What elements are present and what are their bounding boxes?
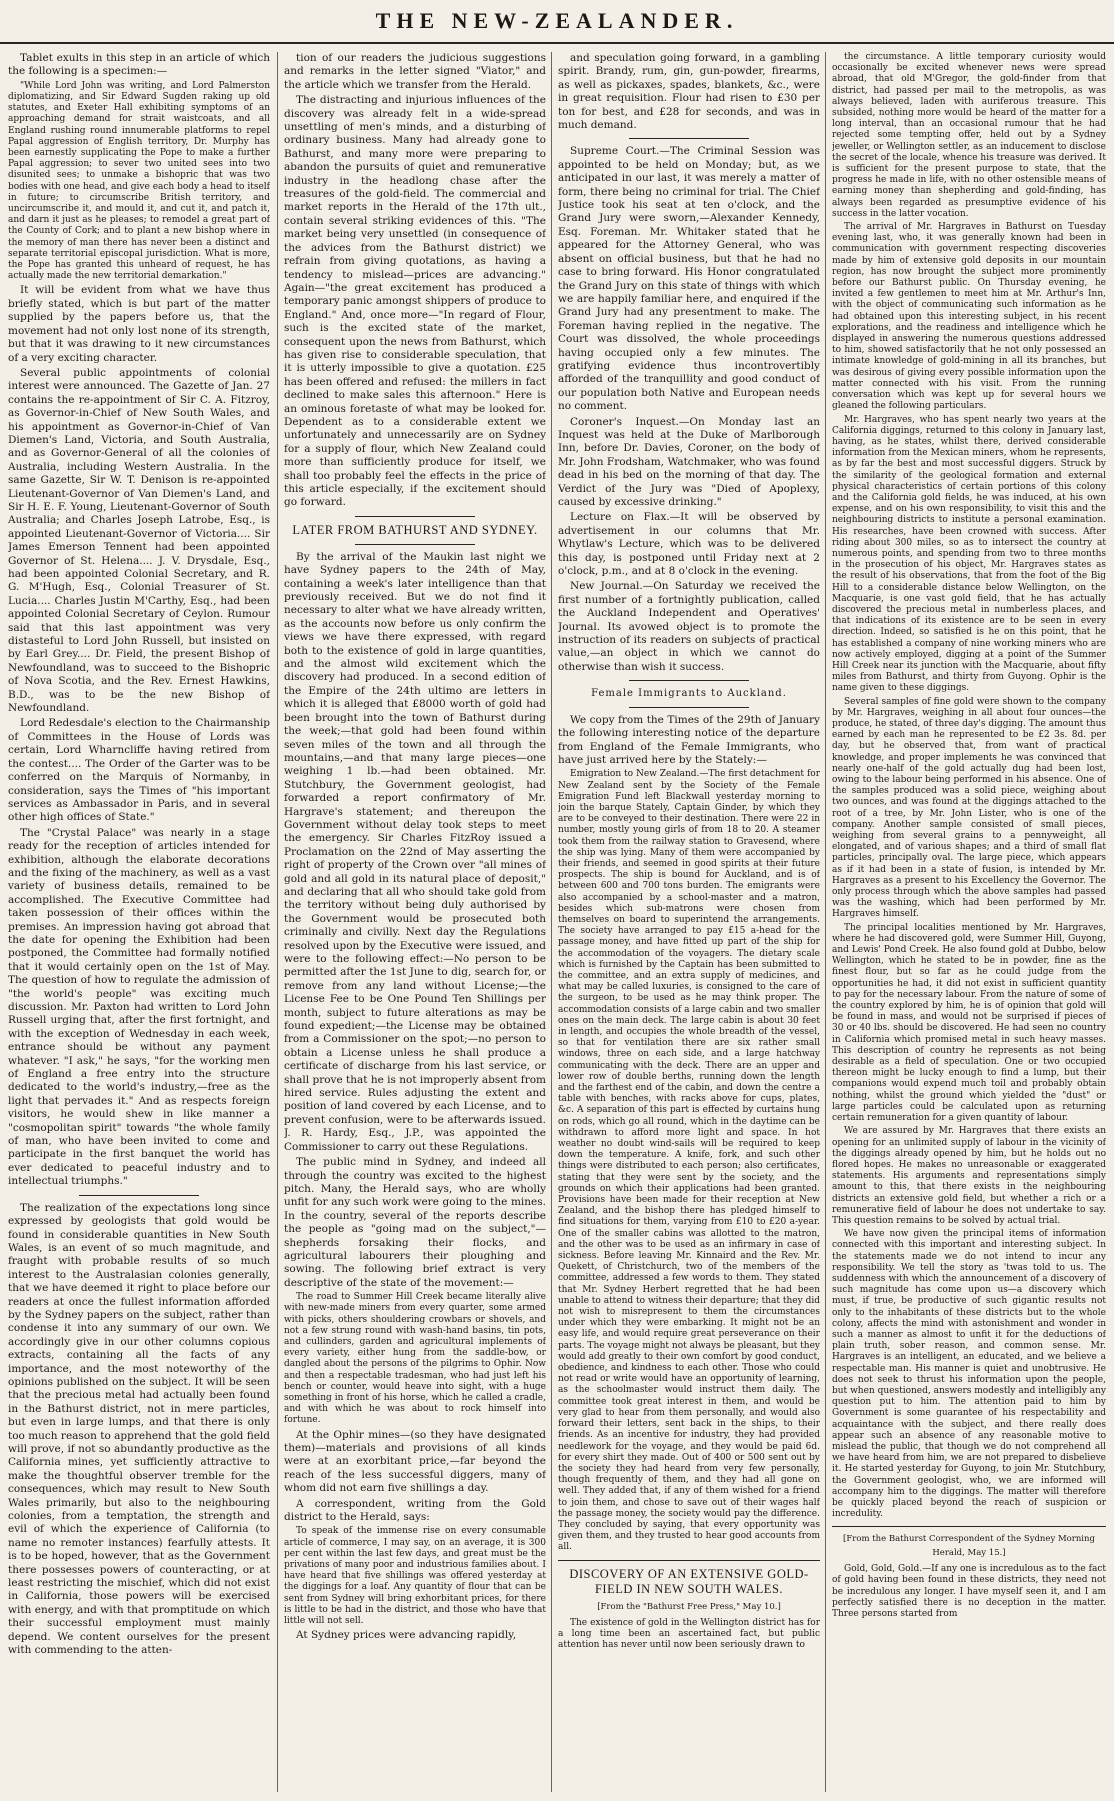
- column-3: [558, 52, 820, 1792]
- paragraph: The arrival of Mr. Hargraves in Bathurst on Tuesday evening last, who, it was generally known had been in communication with government respecting discoveries made by him of extensive gold deposits in our mountain region, has now brought the subject more prominently before our Bathurst public. On Thursday evening, he invited a few gentlemen to meet him at Mr. Arthur's Inn, with the object of communicating such information as he had obtained upon this interesting subject, in his recent explorations, and the readiness and intelligence which he displayed in answering the numerous questions addressed to him, showed satisfactorily that he not only possessed an intimate knowledge of gold-mining in all its branches, but was desirous of giving every possible information upon the matter connected with his visit. From the running conversation which was kept up for several hours we gleaned the following particulars.: [832, 222, 1106, 412]
- masthead: THE NEW-ZEALANDER.: [375, 8, 739, 33]
- paragraph: Several public appointments of colonial interest were announced. The Gazette of Jan. 27 contains the re-appointment of Sir C. A. Fitzroy, as Governor-in-Chief of New South Wales, and his appointment as Governor-in-Chief of Van Diemen's Land, Victoria, and South Australia, and as Governor-General of all the colonies of Australia, including Western Australia. In the same Gazette, Sir W. T. Denison is re-appointed Lieutenant-Governor of Van Diemen's Land, and Sir H. E. F. Young, Lieutenant-Governor of South Australia; and Charles Joseph Latrobe, Esq., is appointed Lieutenant-Governor of Victoria.... Sir James Emerson Tennent had been appointed Governor of St. Helena.... J. V. Drysdale, Esq., had been appointed Colonial Secretary, and R. G. M'Hugh, Esq., Colonial Treasurer of St. Lucia.... Charles Justin M'Carthy, Esq., had been appointed Colonial Secretary of Ceylon. Rumour said that this last appointment was very distasteful to Lord John Russell, but insisted on by Earl Grey.... Dr. Field, the present Bishop of Newfoundland, was to succeed to the Bishopric of Nova Scotia, and the Rev. Ernest Hawkins, B.D., was to be the new Bishop of Newfoundland.: [8, 366, 270, 715]
- paragraph: Several samples of fine gold were shown to the company by Mr. Hargraves, weighing in all about four ounces—the produce, he stated, of three day's digging. The amount thus earned by each man he represented to be £2 3s. 8d. per day, but he observed that, from want of practical knowledge, and proper implements he was convinced that nearly one-half of the gold actually dug had been lost, owing to the labour being performed in his absence. One of the samples produced was a solid piece, weighing about two ounces, and was found at the diggings attached to the root of a tree, by Mr. John Lister, who is one of the company. Another sample consisted of small pieces, weighing from several grains to a pennyweight, all elongated, and of various shapes; and a third of small flat particles, principally oval. The large piece, which appears as if it had been in a state of fusion, is intended by Mr. Hargraves as a present to his Excellency the Governor. The only process through which the above samples had passed was the washing, which had been performed by Mr. Hargraves himself.: [832, 696, 1106, 920]
- section-rule: [79, 1195, 199, 1196]
- column-2: [284, 52, 546, 1792]
- paragraph: The realization of the expectations long since expressed by geologists that gold would be found in considerable quantities in New South Wales, is an event of so much magnitude, and fraught with probable results of so much interest to the Australasian colonies generally, that we have deemed it right to place before our readers at once the fullest information afforded by the Sydney papers on the subject, rather than condense it into any summary of our own. We accordingly give in our other columns copious extracts, containing all the facts of any importance, and the most noteworthy of the opinions published on the subject. It will be seen that the precious metal had actually been found in the Bathurst district, not in mere particles, but even in large lumps, and that there is only too much reason to apprehend that the gold field will prove, if not so abundantly productive as the California mines, yet sufficiently attractive to make the thoughtful observer tremble for the consequences, which may result to New South Wales primarily, but also to the neighbouring colonies, from a temptation, the strength and evil of which the experience of California (to name no remoter instances) fearfully attests. It is to be hoped, however, that as the Government there possesses powers of counteracting, or at least restricting the mischief, which did not exist in California, those powers will be exercised with energy, and with that promptitude on which their successful employment must mainly depend. We content ourselves for the present with commending to the atten-: [8, 1201, 270, 1657]
- extract: To speak of the immense rise on every consumable article of commerce, I may say, on an average, it is 300 per cent within the last few days, and great must be the privations of many poor and industrious families about. I have heard that five shillings was offered yesterday at the diggings for a loaf. Any quantity of flour that can be sent from Sydney will bring exhorbitant prices, for there is little to be had in the district, and those who have that little will not sell.: [284, 1526, 546, 1627]
- paragraph: Supreme Court.—The Criminal Session was appointed to be held on Monday; but, as we anticipated in our last, it was merely a matter of form, there being no criminal for trial. The Chief Justice took his seat at ten o'clock, and the Grand Jury were sworn,—Alexander Kennedy, Esq. Foreman. Mr. Whitaker stated that he appeared for the Attorney General, who was absent on official business, but that he had no case to bring forward. His Honor congratulated the Grand Jury on this state of things with which we are happily familiar here, and enquired if the Grand Jury had any presentment to make. The Foreman having replied in the negative. The Court was dissolved, the whole proceedings having occupied only a few minutes. The gratifying evidence thus incontrovertibly afforded of the tranquillity and good conduct of our population both Native and European needs no comment.: [558, 145, 820, 413]
- section-rule: [629, 707, 749, 708]
- article-heading: LATER FROM BATHURST AND SYDNEY.: [292, 522, 538, 537]
- section-rule: [558, 1560, 820, 1561]
- column-4: [832, 52, 1106, 1792]
- column-rule: [551, 52, 552, 1792]
- section-rule: [629, 138, 749, 139]
- section-subheading: Female Immigrants to Auckland.: [591, 688, 787, 700]
- paragraph: tion of our readers the judicious suggestions and remarks in the letter signed "Viator," and the article which we transfer from the Herald.: [284, 52, 546, 91]
- extract: Emigration to New Zealand.—The first detachment for New Zealand sent by the Society of the Female Emigration Fund left Blackwall yesterday morning to join the barque Stately, Captain Ginder, by which they are to be conveyed to their destination. There were 22 in number, mostly young girls of from 18 to 20. A steamer took them from the railway station to Gravesend, where the ship was lying. Many of them were accompanied by their friends, and seemed in good spirits at their future prospects. The ship is bound for Auckland, and is of between 600 and 700 tons burden. The emigrants were also accompanied by a school-master and a matron, besides which sub-matrons were chosen from themselves on board to superintend the arrangements. The society have arranged to pay £15 a-head for the passage money, and have fitted up part of the ship for the accommodation of the voyagers. The dietary scale which is furnished by the Captain has been submitted to the committee, and an extra supply of medicines, and what may be called luxuries, is consigned to the care of the surgeon, to be used as he may think proper. The accommodation consists of a large cabin and two smaller ones on the main deck. The large cabin is about 30 feet in length, and occupies the whole breadth of the vessel, so that for ventilation there are six rather small windows, three on each side, and a large hatchway communicating with the deck. There are an upper and lower row of double berths, running down the length and the farthest end of the cabin, and down the centre a table with benches, with racks above for cups, plates, &c. A separation of this part is effected by curtains hung on rods, which go all round, which in the daytime can be withdrawn to afford more light and space. In hot weather no doubt wind-sails will be required to keep down the temperature. A knife, fork, and such other things were distributed to each person; also certificates, stating that they were sent by the society, and the grounds on which their applications had been granted. Provisions have been made for their reception at New Zealand, and the bishop there has pledged himself to find situations for them, varying from £10 to £20 a-year. One of the smaller cabins was allotted to the matron, and the other was to be used as an infirmary in case of sickness. Before leaving Mr. Kinnaird and the Rev. Mr. Quekett, of Christchurch, two of the members of the committee, addressed a few words to them. They stated that Mr. Sydney Herbert regretted that he had been unable to attend to witness their departure; that they did not wish to misrepresent to them the circumstances under which they were embarking. It might not be an easy life, and would require great perseverance on their parts. The voyage might not always be pleasant, but they would add greatly to their own comfort by good conduct, obedience, and kindness to each other. Those who could not read or write would have an opportunity of learning, as the schoolmaster would instruct them daily. The committee took great interest in them, and would be very glad to hear from them personally, and would also forward their letters, sent back in the ships, to their friends. As an incentive for industry, they had provided needlework for the voyage, and they would be paid 6d. for every shirt they made. Out of 400 or 500 sent out by the society they had heard from very few personally, though frequently of them, and they had all gone on well. They added that, if any of them wished for a friend to join them, and chose to save out of their wages half the passage money, the society would pay the difference. They concluded by saying, that every opportunity was given them, and they trusted to hear good accounts from all.: [558, 769, 820, 1553]
- source-note: [From the "Bathurst Free Press," May 10.]: [597, 1601, 781, 1612]
- paragraph: Tablet exults in this step in an article of which the following is a specimen:—: [8, 52, 270, 78]
- paragraph: Lord Redesdale's election to the Chairmanship of Committees in the House of Lords was certain, Lord Wharncliffe having retired from the contest.... The Order of the Garter was to be conferred on the Marquis of Normanby, in consideration, says the Times of "his important services as Ambassador in Paris, and in several other high offices of State.": [8, 717, 270, 824]
- paragraph: The distracting and injurious influences of the discovery was already felt in a wide-spread unsettling of men's minds, and a disturbing of ordinary business. Many had already gone to Bathurst, and many more were preparing to abandon the pursuits of quiet and remunerative industry in the headlong chase after the treasures of the gold-field. The commercial and market reports in the Herald of the 17th ult., contain several striking evidences of this. "The market being very unsettled (in consequence of the advices from the Bathurst district) we refrain from giving quotations, as having a tendency to mislead—prices are advancing." Again—"the great excitement has produced a temporary panic amongst shippers of produce to England." And, once more—"In regard of Flour, such is the excited state of the market, consequent upon the news from Bathurst, which has given rise to considerable speculation, that it is utterly impossible to give a quotation. £25 has been offered and refused: the millers in fact declined to make sales this afternoon." Here is an ominous foretaste of what may be looked for. Dependent as to a considerable extent we unfortunately and unnecessarily are on Sydney for a supply of flour, which New Zealand could more than sufficiently produce for itself, we shall too probably feel the effects in the price of this article especially, if the excitement should go forward.: [284, 94, 546, 509]
- paragraph: Lecture on Flax.—It will be observed by advertisement in our columns that Mr. Whytlaw's Lecture, which was to be delivered this day, is postponed until Friday next at 2 o'clock, p.m., and at 8 o'clock in the evening.: [558, 511, 820, 578]
- paragraph: the circumstance. A little temporary curiosity would occasionally be excited whenever news were spread abroad, that old M'Gregor, the gold-finder from that district, had passed per mail to the metropolis, as was always believed, laden with auriferous treasure. This subsided, nothing more would be heard of the matter for a long interval, than an occasional rumour that he had rejected some tempting offer, held out by a Sydney jeweller, or Wellington settler, as an inducement to disclose the secret of the locale, whence his treasure was derived. It is sufficient for the present purpose to state, that the progress he made in life, with no other ostensible means of earning money than shepherding and gold-finding, has always been regarded as presumptive evidence of his success in the latter vocation.: [832, 52, 1106, 219]
- paragraph: We copy from the Times of the 29th of January the following interesting notice of the departure from England of the Female Immigrants, who have just arrived here by the Stately:—: [558, 713, 820, 766]
- paragraph: It will be evident from what we have thus briefly stated, which is but part of the matter supplied by the papers before us, that the movement had not only lost none of its strength, but that it was drawing to it new circumstances of a very exciting character.: [8, 284, 270, 364]
- paragraph: Gold, Gold, Gold.—If any one is incredulous as to the fact of gold having been found in these districts, they need not be incredulous any longer. I have myself seen it, and I am perfectly satisfied there is no deception in the matter. Three persons started from: [832, 1564, 1106, 1620]
- paragraph: The principal localities mentioned by Mr. Hargraves, where he had discovered gold, were Summer Hill, Guyong, and Lewis' Pond Creek. He also found gold at Dubbo, below Wellington, which he stated to be in powder, fine as the finest flour, but so far as he could judge from the opportunities he had, it did not exist in sufficient quantity to pay for the necessary labour. From the nature of some of the country explored by him, he is of opinion that gold will be found in mass, and would not be surprised if pieces of 30 or 40 lbs. should be discovered. He had seen no country in California which promised metal in such heavy masses. This description of country he represents as not being desirable as a field of speculation. One or two occupied thereon might be lucky enough to find a lump, but their companions would expend much toil and probably obtain nothing, whilst the ground which yielded the "dust" or large particles could be calculated upon as returning certain remuneration for a given quantity of labour.: [832, 922, 1106, 1124]
- section-rule: [832, 1526, 1106, 1527]
- paragraph: The existence of gold in the Wellington district has for a long time been an ascertained fact, but public attention has never until now been seriously drawn to: [558, 1617, 820, 1651]
- paragraph: Coroner's Inquest.—On Monday last an Inquest was held at the Duke of Marlborough Inn, before Dr. Davies, Coroner, on the body of Mr. John Frodsham, Watchmaker, who was found dead in his bed on the morning of that day. The Verdict of the Jury was "Died of Apoplexy, caused by excessive drinking.": [558, 415, 820, 508]
- source-note: [From the Bathurst Correspondent of the Sydney Morning Herald, May 15.]: [843, 1534, 1095, 1558]
- paragraph: At Sydney prices were advancing rapidly,: [296, 1629, 517, 1642]
- paragraph: We have now given the principal items of information connected with this important and interesting subject. In the statements made we do not intend to incur any responsibility. We tell the story as 'twas told to us. The suddenness with which the announcement of a discovery of such magnitude has come upon us—a discovery which must, if true, be productive of such gigantic results not only to the inhabitants of these districts but to the whole colony, affects the mind with astonishment and wonder in such a manner as almost to unfit it for the deductions of plain truth, sober reason, and common sense. Mr. Hargraves is an intelligent, an educated, and we believe a respectable man. His manner is quiet and unobtrusive. He does not seek to thrust his information upon the people, but when questioned, answers modestly and intelligibly any question put to him. The attention paid to him by Government is some guarantee of his respectability and acquaintance with the subject, and there really does appear such an absence of any reasonable motive to mislead the public, that though we do not comprehend all we have heard from him, we are not prepared to disbelieve it. He started yesterday for Guyong, to join Mr. Stutchbury, the Government geologist, who, we are informed will accompany him to the diggings. The matter will therefore be quickly placed beyond the reach of suspicion or incredulity.: [832, 1229, 1106, 1520]
- extract: The road to Summer Hill Creek became literally alive with new-made miners from every quarter, some armed with picks, others shouldering crowbars or shovels, and not a few strung round with wash-hand basins, tin pots, and cullinders, garden and agricultural implements of every variety, either hung from the saddle-bow, or dangled about the persons of the pilgrims to Ophir. Now and then a respectable tradesman, who had just left his bench or counter, would heave into sight, with a huge something in front of his horse, which he called a cradle, and with which he was about to rock himself into fortune.: [284, 1292, 546, 1426]
- paragraph: A correspondent, writing from the Gold district to the Herald, says:: [284, 1497, 546, 1524]
- section-rule: [355, 516, 475, 517]
- paragraph: By the arrival of the Maukin last night we have Sydney papers to the 24th of May, containing a week's later intelligence than that previously received. But we do not find it necessary to alter what we have already written, as the accounts now before us only confirm the views we have there expressed, with regard both to the existence of gold in large quantities, and the almost wild excitement which the discovery had produced. In a second edition of the Empire of the 24th ultimo are letters in which it is alleged that £8000 worth of gold had been brought into the town of Bathurst during the week;—that gold had been found within seven miles of the town and all through the mountains,—and that many large pieces—one weighing 1 lb.—had been obtained. Mr. Stutchbury, the Government geologist, had forwarded a report confirmatory of Mr. Hargrave's statement; and thereupon the Government without delay took steps to meet the emergency. Sir Charles FitzRoy issued a Proclamation on the 22nd of May asserting the right of property of the Crown over "all mines of gold and all gold in its natural place of deposit," and declaring that all who should take gold from the territory without being duly authorised by the Government would be prosecuted both criminally and civilly. Next day the Regulations resolved upon by the Executive were issued, and were to the following effect:—No person to be permitted after the 1st June to dig, search for, or remove from any land without License;—the License Fee to be One Pound Ten Shillings per month, subject to future alterations as may be found expedient;—the License may be obtained from a Commissioner on the spot;—no person to obtain a License unless he shall produce a certificate of discharge from his last service, or shall prove that he is not improperly absent from hired service. Rules adjusting the extent and position of land covered by each License, and to prevent confusion, were to be afterwards issued. J. R. Hardy, Esq., J.P., was appointed the Commissioner to carry out these Regulations.: [284, 550, 546, 1153]
- paragraph: We are assured by Mr. Hargraves that there exists an opening for an unlimited supply of labour in the vicinity of the diggings already opened by him, but he holds out no flored hopes. He makes no unreasonable or exaggerated statements. His arguments and representations simply amount to this, that there exists in the neighbouring districts an extensive gold field, but whether a rich or a remunerative field of labour he does not undertake to say. This question remains to be solved by actual trial.: [832, 1126, 1106, 1226]
- paragraph: New Journal.—On Saturday we received the first number of a fortnightly publication, called the Auckland Independent and Operatives' Journal. Its avowed object is to promote the instruction of its readers on subjects of practical value,—an object in which we cannot do otherwise than wish it success.: [558, 580, 820, 673]
- paragraph: Mr. Hargraves, who has spent nearly two years at the California diggings, returned to this colony in January last, having, as he states, whilst there, derived considerable information from the Mexican miners, whom he represents, as by far the best and most successful diggers. Struck by the similarity of the geological formation and external physical characteristics of certain portions of this colony and the California gold fields, he was induced, at his own expense, and on his own responsibility, to visit this and the neighbouring districts to institute a personal examination. His researches, have been crowned with success. After riding about 300 miles, so as to intersect the country at numerous points, and spending from two to three months in the prosecution of his object, Mr. Hargraves states as the result of his observations, that from the foot of the Big Hill to a considerable distance below Wellington, on the Macquarie, is one vast gold field, that he has actually discovered the precious metal in numberless places, and that indications of its existence are to be seen in every direction. Indeed, so satisfied is he on this point, that he has established a company of nine working miners who are now actively employed, digging at a point of the Summer Hill Creek near its junction with the Macquarie, about fifty miles from Bathurst, and thirty from Guyong. Ophir is the name given to these diggings.: [832, 414, 1106, 694]
- column-rule: [277, 52, 278, 1792]
- paragraph: The "Crystal Palace" was nearly in a stage ready for the reception of articles intended for exhibition, although the elaborate decorations and the fixing of the machinery, as well as a vast variety of business details, remained to be accomplished. The Executive Committee had taken possession of their offices within the premises. An impression having got abroad that the date for opening the Exhibition had been postponed, the Committee had formally notified that it would certainly open on the 1st of May. The question of how to regulate the admission of "the world's people" was exciting much discussion. Mr. Paxton had written to Lord John Russell urging that, after the first fortnight, and with the exception of Wednesday in each week, entrance should be without any payment whatever. "I ask," he says, "for the working men of England a free entry into the structure dedicated to the world's industry,—free as the light that pervades it." And as respects foreign visitors, he would shew in like manner a "cosmopolitan spirit" towards "the whole family of man, who have been invited to come and participate in the first banquet the world has ever dedicated to peaceful industry and to intellectual triumphs.": [8, 826, 270, 1188]
- paragraph: The public mind in Sydney, and indeed all through the country was excited to the highest pitch. Many, the Herald says, who are wholly unfit for any such work were going to the mines. In the country, several of the reports describe the people as "going mad on the subject,"—shepherds forsaking their flocks, and agricultural labourers their ploughing and sowing. The following brief extract is very descriptive of the state of the movement:—: [284, 1156, 546, 1289]
- quote-extract: "While Lord John was writing, and Lord Palmerston diplomatizing, and Sir Edward Sugden raking up old statutes, and Exeter Hall exhibiting symptoms of an approaching demand for strait waistcoats, and all England rushing round innumerable platforms to repel Papal aggression of English territory, Dr. Murphy has been earnestly supplicating the Pope to make a further Papal aggression; to sever two united sees into two disunited sees; to unmake a bishopric that was two bodies with one head, and give each body a head to itself in future; to circumscribe British territory, and uncircumscribe it, and mould it, and cut it, and patch it, and darn it just as he pleases; to remodel a great part of the County of Cork; and to plant a new bishop where in the memory of man there has never been a distinct and separate territorial episcopal jurisdiction. What is more, the Pope has granted this unheard of request, he has actually made the new territorial demarkation.": [8, 80, 270, 282]
- section-rule: [629, 680, 749, 681]
- article-heading: DISCOVERY OF AN EXTENSIVE GOLD-FIELD IN NEW SOUTH WALES.: [569, 1566, 809, 1596]
- masthead-rule: [0, 42, 1114, 44]
- paragraph: At the Ophir mines—(so they have designated them)—materials and provisions of all kinds were at an exorbitant price,—far beyond the reach of the less successful diggers, many of whom did not earn five shillings a day.: [284, 1428, 546, 1495]
- column-rule: [825, 52, 826, 1792]
- column-1: [8, 52, 270, 1792]
- section-rule: [355, 544, 475, 545]
- paragraph: and speculation going forward, in a gambling spirit. Brandy, rum, gin, gun-powder, firearms, as well as pickaxes, spades, blankets, &c., were in great requisition. Flour had risen to £30 per ton for best, and £28 for seconds, and was in much demand.: [558, 52, 820, 132]
